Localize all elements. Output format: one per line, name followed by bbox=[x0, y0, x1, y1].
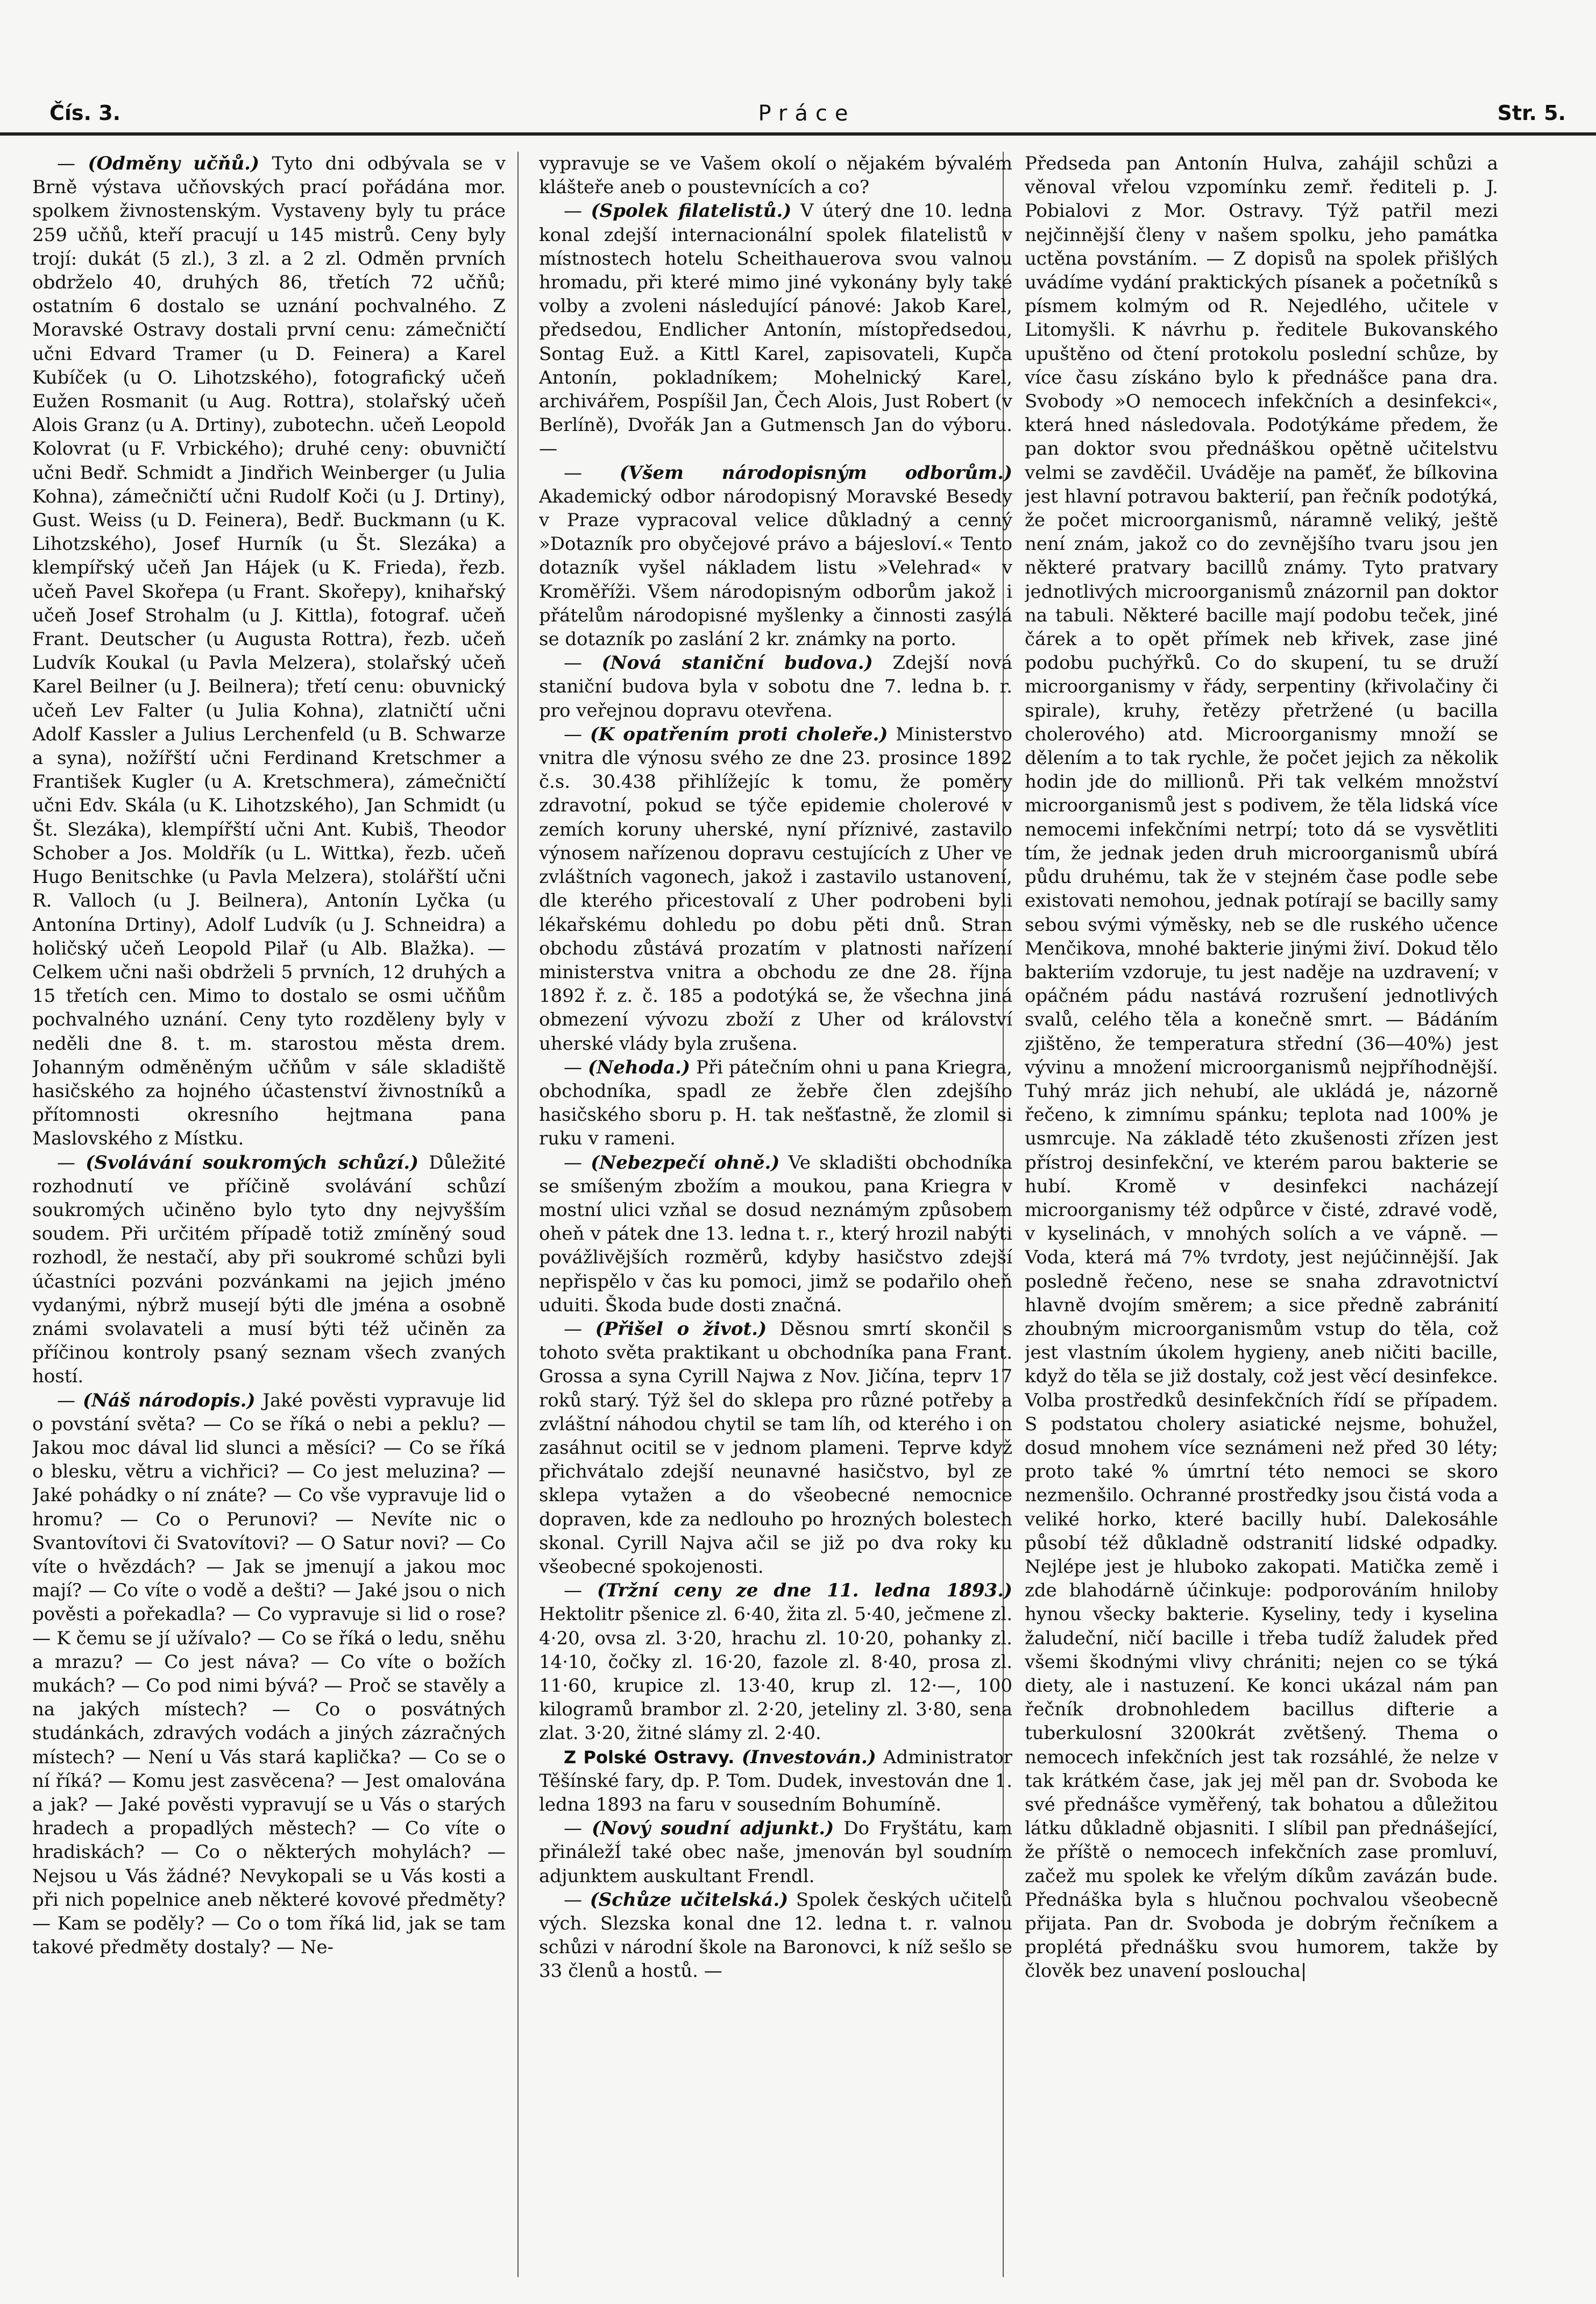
article-title: (Spolek filatelistů.) bbox=[591, 200, 792, 222]
column-right bbox=[1025, 152, 1498, 2282]
newspaper-title: Práce bbox=[758, 101, 856, 126]
article-paragraph: — (Nehoda.) Při pátečním ohni u pana Kriegra, obchodníka, spadl ze žebře člen zdejšího hasičského sboru p. H. tak nešťastně, že zlomil si ruku v rameni. bbox=[539, 1056, 1012, 1150]
article-paragraph bbox=[539, 152, 1012, 199]
column-divider bbox=[517, 152, 519, 2277]
article-title: (Svolávání soukromých schůzí.) bbox=[86, 1151, 419, 1174]
article-paragraph: — (Nový soudní adjunkt.) Do Fryštátu, kam přináležÍ také obec naše, jmenován byl soudním adjunktem auskultant Frendl. bbox=[539, 1818, 1012, 1887]
article-title: (Nová staniční budova.) bbox=[601, 652, 873, 674]
article-title: (Odměny učňů.) bbox=[88, 153, 260, 174]
article-body: Tyto dni odbývala se v Brně výstava učňovských prací pořádána mor. spolkem živnostenským. Vystaveny byly tu práce 259 učňů, kteří pracují u 145 mistrů. Ceny byly trojí: dukát (5 zl.), 3 zl. a 2 zl. Odměn prvních obdrželo 40, druhých 86, třetích 72 učňů; ostatním 6 dostalo se uznání pochvalného. Z Moravské Ostravy dostali první cenu: zámečničtí učni Edvard Tramer (u D. Feinera) a Karel Kubíček (u O. Lihotzského), fotografický učeň Eužen Rosmanit (u Aug. Rottra), stolařský učeň Alois Granz (u A. Drtiny), zubotechn. učeň Leopold Kolovrat (u F. Vrbického); druhé ceny: obuvničtí učni Bedř. Schmidt a Jindřich Weinberger (u Julia Kohna), zámečničtí učni Rudolf Koči (u J. Drtiny), Gust. Weiss (u D. Feinera), Bedř. Buckmann (u K. Lihotzského), Josef Hurník (u Št. Slezáka) a klempířský učeň Jan Hájek (u K. Frieda), řezb. učeň Pavel Skořepa (u Frant. Skořepy), knihařský učeň Josef Strohalm (u J. Kittla), fotograf. učeň Frant. Deutscher (u Augusta Rottra), řezb. učeň Ludvík Koukal (u Pavla Melzera), stolařský učeň Karel Beilner (u J. Beilnera); třetí cenu: obuvnický učeň Lev Falter (u Julia Kohna), zlatničtí učni Adolf Kassler a Julius Lerchenfeld (u B. Schwarze a syna), nožířští učni Ferdinand Kretschmer a František Kugler (u A. Kretschmera), zámečničtí učni Edv. Skála (u K. Lihotzského), Jan Schmidt (u Št. Slezáka), klempířští učni Ant. Kubiš, Theodor Schober a Jos. Moldřík (u L. Wittka), řezb. učeň Hugo Benitschke (u Pavla Melzera), stolářští učni R. Valloch (u J. Beilnera), Antonín Lyčka (u Antonína Drtiny), Adolf Ludvík (u J. Schneidra) a holičský učeň Leopold Pilař (u Alb. Blažka). — Celkem učni naši obdrželi 5 prvních, 12 druhých a 15 třetích cen. Mimo to dostalo se osmi učňům pochvalného uznání. Ceny tyto rozděleny byly v neděli dne 8. t. m. starostou města drem. Johanným odměněným učňům v sále skladiště hasičského za hojného účastenství živnostníků a přítomnosti okresního hejtmana pana Maslovského z Místku. bbox=[32, 153, 506, 1150]
article-body: Ministerstvo vnitra dle výnosu svého ze dne 23. prosince 1892 č.s. 30.438 přihlížejíc k tomu, že poměry zdravotní, pokud se týče epidemie cholerové v zemích koruny uherské, nyní příznivé, zastavilo výnosem nařízenou dopravu cestujících z Uher ve zvláštních vagonech, jakož i zastavilo ustanovení, dle kterého přicestovalí z Uher podrobeni byli lékařskému dohledu po dobu pěti dnů. Stran obchodu zůstává prozatím v platnosti nařízení ministerstva vnitra a obchodu ze dne 28. října 1892 ř. z. č. 185 a podotýká se, že všechna jiná obmezení vývozu zboží z Uher od království uherské vlády byla zrušena. bbox=[539, 723, 1012, 1055]
article-title: (Tržní ceny ze dne 11. ledna 1893.) bbox=[597, 1580, 1012, 1602]
article-paragraph: — (Spolek filatelistů.) V úterý dne 10. ledna konal zdejší internacionální spolek filatelistů v místnostech hotelu Scheithauerova svou valnou hromadu, při které mimo jiné vykonány byly také volby a zvoleni následující pánové: Jakob Karel, předsedou, Endlicher Antonín, místopředsedou, Sontag Euž. a Kittl Karel, zapisovateli, Kupča Antonín, pokladníkem; Mohelnický Karel, archivářem, Pospíšil Jan, Čech Alois, Just Robert (v Berlíně), Dvořák Jan a Gutmensch Jan do výboru. — bbox=[539, 200, 1012, 460]
article-body: Administrator Těšínské fary, dp. P. Tom. Dudek, investován dne 1. ledna 1893 na faru v sousedním Bohumíně. bbox=[539, 1746, 1012, 1816]
article-body: Zdejší nová staniční budova byla v sobotu dne 7. ledna b. r. pro veřejnou dopravu otevřena. bbox=[539, 652, 1012, 722]
column-left bbox=[32, 152, 506, 2282]
page-header bbox=[0, 0, 1596, 141]
article-paragraph: — (Odměny učňů.) Tyto dni odbývala se v Brně výstava učňovských prací pořádána mor. spolkem živnostenským. Vystaveny byly tu práce 259 učňů, kteří pracují u 145 mistrů. Ceny byly trojí: dukát (5 zl.), 3 zl. a 2 zl. Odměn prvních obdrželo 40, druhých 86, třetích 72 učňů; ostatním 6 dostalo se uznání pochvalného. Z Moravské Ostravy dostali první cenu: zámečničtí učni Edvard Tramer (u D. Feinera) a Karel Kubíček (u O. Lihotzského), fotografický učeň Eužen Rosmanit (u Aug. Rottra), stolařský učeň Alois Granz (u A. Drtiny), zubotechn. učeň Leopold Kolovrat (u F. Vrbického); druhé ceny: obuvničtí učni Bedř. Schmidt a Jindřich Weinberger (u Julia Kohna), zámečničtí učni Rudolf Koči (u J. Drtiny), Gust. Weiss (u D. Feinera), Bedř. Buckmann (u K. Lihotzského), Josef Hurník (u Št. Slezáka) a klempířský učeň Jan Hájek (u K. Frieda), řezb. učeň Pavel Skořepa (u Frant. Skořepy), knihařský učeň Josef Strohalm (u J. Kittla), fotograf. učeň Frant. Deutscher (u Augusta Rottra), řezb. učeň Ludvík Koukal (u Pavla Melzera), stolařský učeň Karel Beilner (u J. Beilnera); třetí cenu: obuvnický učeň Lev Falter (u Julia Kohna), zlatničtí učni Adolf Kassler a Julius Lerchenfeld (u B. Schwarze a syna), nožířští učni Ferdinand Kretschmer a František Kugler (u A. Kretschmera), zámečničtí učni Edv. Skála (u K. Lihotzského), Jan Schmidt (u Št. Slezáka), klempířští učni Ant. Kubiš, Theodor Schober a Jos. Moldřík (u L. Wittka), řezb. učeň Hugo Benitschke (u Pavla Melzera), stolářští učni R. Valloch (u J. Beilnera), Antonín Lyčka (u Antonína Drtiny), Adolf Ludvík (u J. Schneidra) a holičský učeň Leopold Pilař (u Alb. Blažka). — Celkem učni naši obdrželi 5 prvních, 12 druhých a 15 třetích cen. Mimo to dostalo se osmi učňům pochvalného uznání. Ceny tyto rozděleny byly v neděli dne 8. t. m. starostou města drem. Johanným odměněným učňům v sále skladiště hasičského za hojného účastenství živnostníků a přítomnosti okresního hejtmana pana Maslovského z Místku. bbox=[32, 153, 506, 1150]
article-body: Spolek českých učitelů vých. Slezska konal dne 12. ledna t. r. valnou schůzi v národní škole na Baronovci, k níž sešlo se 33 členů a hostů. — bbox=[539, 1889, 1012, 1982]
article-title: (Nehoda.) bbox=[588, 1056, 690, 1078]
article-paragraph: — (Nová staniční budova.) Zdejší nová staniční budova byla v sobotu dne 7. ledna b. r. pro veřejnou dopravu otevřena. bbox=[539, 652, 1012, 722]
article-body: Důležité rozhodnutí ve příčině svolávání schůzí soukromých učiněno bylo tyto dny nejvyšším soudem. Při určitém případě totiž zmíněný soud rozhodl, že nestačí, aby při soukromé schůzi byli účastníci pozváni pozvánkami na jejich jméno vydanými, nýbrž musejí býti dle jména a osobně známi svolavateli a musí býti též učiněn za příčinou kontroly psaný seznam všech zvaných hostí. bbox=[32, 1151, 506, 1388]
article-paragraph bbox=[539, 1745, 1012, 1817]
article-title: (Náš národopis.) bbox=[82, 1389, 256, 1411]
article-paragraph bbox=[1025, 152, 1498, 1983]
column-middle bbox=[539, 152, 1012, 2282]
article-body: Akademický odbor národopisný Moravské Besedy v Praze vypracoval velice důkladný a cenný »Dotazník pro obyčejové právo a bájesloví.« Tento dotazník vyšel nákladem listu »Velehrad« v Kroměříži. Všem národopisným odborům jakož i přátelům národopisné myšlenky a činnosti zasýlá se dotazník po zaslání 2 kr. známky na porto. bbox=[539, 485, 1012, 651]
article-body: Hektolitr pšenice zl. 6·40, žita zl. 5·40, ječmene zl. 4·20, ovsa zl. 3·20, hrachu zl. 10·20, pohanky zl. 14·10, čočky zl. 16·20, fazole zl. 8·40, prosa zl. 11·60, krupice zl. 13·40, krup zl. 12·—, 100 kilogramů brambor zl. 2·20, jeteliny zl. 3·80, sena zlat. 3·20, žitné slámy zl. 2·40. bbox=[539, 1603, 1012, 1744]
issue-number: Čís. 3. bbox=[49, 101, 121, 125]
article-title: (K opatřením proti choleře.) bbox=[590, 723, 888, 745]
article-body: Při pátečním ohni u pana Kriegra, obchodníka, spadl ze žebře člen zdejšího hasičského sboru p. H. tak nešťastně, že zlomil si ruku v rameni. bbox=[539, 1056, 1012, 1150]
article-paragraph: — (K opatřením proti choleře.) Ministerstvo vnitra dle výnosu svého ze dne 23. prosince 1892 č.s. 30.438 přihlížejíc k tomu, že poměry zdravotní, pokud se týče epidemie cholerové v zemích koruny uherské, nyní příznivé, zastavilo výnosem nařízenou dopravu cestujících z Uher ve zvláštních vagonech, jakož i zastavilo ustanovení, dle kterého přicestovalí z Uher podrobeni byli lékařskému dohledu po dobu pěti dnů. Stran obchodu zůstává prozatím v platnosti nařízení ministerstva vnitra a obchodu ze dne 28. října 1892 ř. z. č. 185 a podotýká se, že všechna jiná obmezení vývozu zboží z Uher od království uherské vlády byla zrušena. bbox=[539, 723, 1012, 1055]
article-paragraph: — (Všem národopisným odborům.) Akademický odbor národopisný Moravské Besedy v Praze vypracoval velice důkladný a cenný »Dotazník pro obyčejové právo a bájesloví.« Tento dotazník vyšel nákladem listu »Velehrad« v Kroměříži. Všem národopisným odborům jakož i přátelům národopisné myšlenky a činnosti zasýlá se dotazník po zaslání 2 kr. známky na porto. bbox=[539, 462, 1012, 651]
place-heading: Z Polské Ostravy. bbox=[564, 1747, 742, 1768]
article-title: (Přišel o život.) bbox=[595, 1318, 767, 1340]
article-body: Děsnou smrtí skončil s tohoto světa praktikant u obchodníka pana Frant. Grossa a syna Cyrill Najwa z Nov. Jičína, teprv 17 roků starý. Týž šel do sklepa pro různé potřeby a zvláštní náhodou chytil se tam líh, od kterého i on zasáhnut ocitil se v jednom plameni. Teprve když přichvátalo zdejší neunavné hasičstvo, byl ze sklepa vytažen a do všeobecné nemocnice dopraven, kde za nedlouho po hrozných bolestech skonal. Cyrill Najva ačil se již po dva roky ku všeobecné spokojenosti. bbox=[539, 1318, 1012, 1578]
page-number: Str. 5. bbox=[1497, 101, 1566, 125]
article-paragraph: — (Tržní ceny ze dne 11. ledna 1893.) Hektolitr pšenice zl. 6·40, žita zl. 5·40, ječmene zl. 4·20, ovsa zl. 3·20, hrachu zl. 10·20, pohanky zl. 14·10, čočky zl. 16·20, fazole zl. 8·40, prosa zl. 11·60, krupice zl. 13·40, krup zl. 12·—, 100 kilogramů brambor zl. 2·20, jeteliny zl. 3·80, sena zlat. 3·20, žitné slámy zl. 2·40. bbox=[539, 1580, 1012, 1744]
article-body: vypravuje se ve Vašem okolí o nějakém bývalém klášteře aneb o poustevnících a co? bbox=[539, 153, 1012, 199]
article-paragraph: — (Nebezpečí ohně.) Ve skladišti obchodníka se smíšeným zbožím a moukou, pana Kriegra v mostní ulici vzňal se dosud neznámým způsobem oheň v pátek dne 13. ledna t. r., který hrozil nabýti povážlivějších rozměrů, kdyby hasičstvo zdejší nepřispělo v čas ku pomoci, jimž se podařilo oheň uduiti. Škoda bude dosti značná. bbox=[539, 1151, 1012, 1316]
article-paragraph: — (Přišel o život.) Děsnou smrtí skončil s tohoto světa praktikant u obchodníka pana Frant. Grossa a syna Cyrill Najwa z Nov. Jičína, teprv 17 roků starý. Týž šel do sklepa pro různé potřeby a zvláštní náhodou chytil se tam líh, od kterého i on zasáhnut ocitil se v jednom plameni. Teprve když přichvátalo zdejší neunavné hasičstvo, byl ze sklepa vytažen a do všeobecné nemocnice dopraven, kde za nedlouho po hrozných bolestech skonal. Cyrill Najva ačil se již po dva roky ku všeobecné spokojenosti. bbox=[539, 1318, 1012, 1578]
article-title: (Investován.) bbox=[741, 1746, 876, 1768]
article-paragraph: — (Náš národopis.) Jaké pověsti vypravuje lid o povstání světa? — Co se říká o nebi a peklu? — Jakou moc dával lid slunci a měsíci? — Co se říká o blesku, větru a vichřici? — Co jest meluzina? — Jaké pohádky o ní znáte? — Co vše vypravuje lid o hromu? — Co o Perunovi? — Nevíte nic o Svantovítovi či Svatovítovi? — O Satur novi? — Co víte o hvězdách? — Jak se jmenují a jakou moc mají? — Co víte o vodě a dešti? — Jaké jsou o nich pověsti a pořekadla? — Co vypravuje si lid o rose? — K čemu se jí užívalo? — Co se říká o ledu, sněhu a mrazu? — Co jest náva? — Co víte o božích mukách? — Co pod nimi bývá? — Proč se stavěly a na jakých místech? — Co o posvátných studánkách, zdravých vodách a jiných zázračných místech? — Není u Vás stará kaplička? — Co se o ní říká? — Komu jest zasvěcena? — Jest omalována a jak? — Jaké pověsti vypravují se u Vás o starých hradech a propadlých městech? — Co víte o hradiskách? — Co o některých mohylách? — Nejsou u Vás žádné? Nevykopali se u Vás kosti a při nich popelnice aneb některé kovové předměty? — Kam se poděly? — Co o tom říká lid, jak se tam takové předměty dostaly? — Ne- bbox=[32, 1389, 506, 1959]
article-title: (Schůze učitelská.) bbox=[590, 1889, 789, 1911]
article-title: (Nový soudní adjunkt.) bbox=[592, 1818, 834, 1840]
article-body: Předseda pan Antonín Hulva, zahájil schůzi a věnoval vřelou vzpomínku zemř. řediteli p. J. Pobialovi z Mor. Ostravy. Týž patřil mezi nejčinnější členy v našem spolku, jeho památka uctěna povstáním. — Z dopisů na spolek přišlých uvádíme vydání praktických písanek a početníků s písmem kolmým od R. Nejedlého, učitele v Litomyšli. K návrhu p. ředitele Bukovanského upuštěno od čtení protokolu poslední schůze, by více času získáno bylo k přednášce pana dra. Svobody »O nemocech infekčních a desinfekci«, která hned následovala. Podotýkáme předem, že pan doktor svou přednáškou opětně učitelstvu velmi se zavděčil. Uváděje na paměť, že bílkovina jest hlavní potravou bakterií, pan řečník podotýká, že počet microorganismů, náramně veliký, ještě není znám, jakož co do zevnějšího tvaru jsou jen některé pratvary bacillů známy. Tyto pratvary jednotlivých microorganismů znázornil pan doktor na tabuli. Některé bacille mají podobu teček, jiné čárek a to opět přímek neb křivek, zase jiné podobu puchýřků. Co do skupení, tu se druží microorganismy v řády, serpentiny (křivolačiny či spirale), kruhy, řetězy přetržené (u bacilla cholerového) atd. Microorganismy množí se dělením a to tak rychle, že počet jejich za několik hodin jde do millionů. Při tak velkém množství microorganismů jest s podivem, že těla lidská více nemocemi infekčními netrpí; toto dá se vysvětliti tím, že jednak jeden druh microorganismů ubírá půdu druhému, tak že v stejném čase podle sebe existovati nemohou, jednak potírají se bacilly samy sebou svými výměsky, neb se dle ruského učence Menčikova, mnohé bakterie jinými živí. Dokud tělo bakteriím vzdoruje, tu jest naděje na uzdravení; v opáčném pádu nastává rozrušení jednotlivých svalů, celého těla a konečně smrt. — Bádáním zjištěno, že temperatura střední (36—40%) jest vývinu a množení microorganismů nejpříhodnější. Tuhý mráz jich nehubí, ale ukládá je, názorně řečeno, k zimnímu spánku; teplota nad 100% je usmrcuje. Na základě této zkušenosti zřízen jest přístroj desinfekční, ve kterém parou bakterie se hubí. Kromě v desinfekci nacházejí microorganismy též odpůrce v čisté, zdravé vodě, v kyselinách, v mnohých solích a ve vápně. — Voda, která má 7% tvrdoty, jest nejúčinnější. Jak posledně řečeno, nese se snaha zdravotnictví hlavně dvojím směrem; a sice předně zabránití zhoubným microorganismům vstup do těla, což jest vlastním úkolem hygieny, aneb ničiti bacille, když do těla se již dostaly, což jest věcí desinfekce. Volba prostředků desinfekčních řídí se případem. S podstatou cholery asiatické nejsme, bohužel, dosud mnohem více seznámeni než před 30 léty; proto také % úmrtní této nemoci se skoro nezmenšilo. Ochranné prostředky jsou čistá voda a veliké horko, které bacilly hubí. Dalekosáhle působí též důkladně odstranití lidské odpadky. Nejlépe jest je hluboko zakopati. Matička země i zde blahodárně účinkuje: podporováním hniloby hynou všecky bakterie. Kyseliny, tedy i kyselina žaludeční, ničí bacille i třeba tudíž žaludek před všemi škodnými vlivy chrániti; nejen co se týká diety, ale i nastuzení. Ke konci ukázal nám pan řečník drobnohledem bacillus difterie a tuberkulosní 3200krát zvětšený. Thema o nemocech infekčních jest tak rozsáhlé, že nelze v tak krátkém čase, jak jej měl pan dr. Svoboda ke své přednášce vyměřený, tak bohatou a důležitou látku důkladně objasniti. I slíbil pan přednášející, že příště o nemocech infekčních zase promluví, začež mu spolek ke vřelým díkům zavázán bude. Přednáška byla s hlučnou pochvalou všeobecně přijata. Pan dr. Svoboda je dobrým řečníkem a proplétá přednášku svou humorem, takže by člověk bez unavení posloucha| bbox=[1025, 153, 1498, 1982]
article-body: Jaké pověsti vypravuje lid o povstání světa? — Co se říká o nebi a peklu? — Jakou moc dával lid slunci a měsíci? — Co se říká o blesku, větru a vichřici? — Co jest meluzina? — Jaké pohádky o ní znáte? — Co vše vypravuje lid o hromu? — Co o Perunovi? — Nevíte nic o Svantovítovi či Svatovítovi? — O Satur novi? — Co víte o hvězdách? — Jak se jmenují a jakou moc mají? — Co víte o vodě a dešti? — Jaké jsou o nich pověsti a pořekadla? — Co vypravuje si lid o rose? — K čemu se jí užívalo? — Co se říká o ledu, sněhu a mrazu? — Co jest náva? — Co víte o božích mukách? — Co pod nimi bývá? — Proč se stavěly a na jakých místech? — Co o posvátných studánkách, zdravých vodách a jiných zázračných místech? — Není u Vás stará kaplička? — Co se o ní říká? — Komu jest zasvěcena? — Jest omalována a jak? — Jaké pověsti vypravují se u Vás o starých hradech a propadlých městech? — Co víte o hradiskách? — Co o některých mohylách? — Nejsou u Vás žádné? Nevykopali se u Vás kosti a při nich popelnice aneb některé kovové předměty? — Kam se poděly? — Co o tom říká lid, jak se tam takové předměty dostaly? — Ne- bbox=[32, 1389, 506, 1959]
header-rule bbox=[0, 132, 1596, 136]
article-body: Ve skladišti obchodníka se smíšeným zbožím a moukou, pana Kriegra v mostní ulici vzňal se dosud neznámým způsobem oheň v pátek dne 13. ledna t. r., který hrozil nabýti povážlivějších rozměrů, kdyby hasičstvo zdejší nepřispělo v čas ku pomoci, jimž se podařilo oheň uduiti. Škoda bude dosti značná. bbox=[539, 1151, 1012, 1316]
article-body: V úterý dne 10. ledna konal zdejší internacionální spolek filatelistů v místnostech hotelu Scheithauerova svou valnou hromadu, při které mimo jiné vykonány byly také volby a zvoleni následující pánové: Jakob Karel, předsedou, Endlicher Antonín, místopředsedou, Sontag Euž. a Kittl Karel, zapisovateli, Kupča Antonín, pokladníkem; Mohelnický Karel, archivářem, Pospíšil Jan, Čech Alois, Just Robert (v Berlíně), Dvořák Jan a Gutmensch Jan do výboru. — bbox=[539, 200, 1012, 460]
article-paragraph: — (Svolávání soukromých schůzí.) Důležité rozhodnutí ve příčině svolávání schůzí soukromých učiněno bylo tyto dny nejvyšším soudem. Při určitém případě totiž zmíněný soud rozhodl, že nestačí, aby při soukromé schůzi byli účastníci pozváni pozvánkami na jejich jméno vydanými, nýbrž musejí býti dle jména a osobně známi svolavateli a musí býti též učiněn za příčinou kontroly psaný seznam všech zvaných hostí. bbox=[32, 1151, 506, 1388]
article-title: (Všem národopisným odborům.) bbox=[619, 462, 1012, 484]
article-body: Do Fryštátu, kam přináležÍ také obec naše, jmenován byl soudním adjunktem auskultant Frendl. bbox=[539, 1818, 1012, 1887]
article-title: (Nebezpečí ohně.) bbox=[591, 1151, 780, 1174]
article-paragraph: — (Schůze učitelská.) Spolek českých učitelů vých. Slezska konal dne 12. ledna t. r. valnou schůzi v národní škole na Baronovci, k níž sešlo se 33 členů a hostů. — bbox=[539, 1889, 1012, 1982]
